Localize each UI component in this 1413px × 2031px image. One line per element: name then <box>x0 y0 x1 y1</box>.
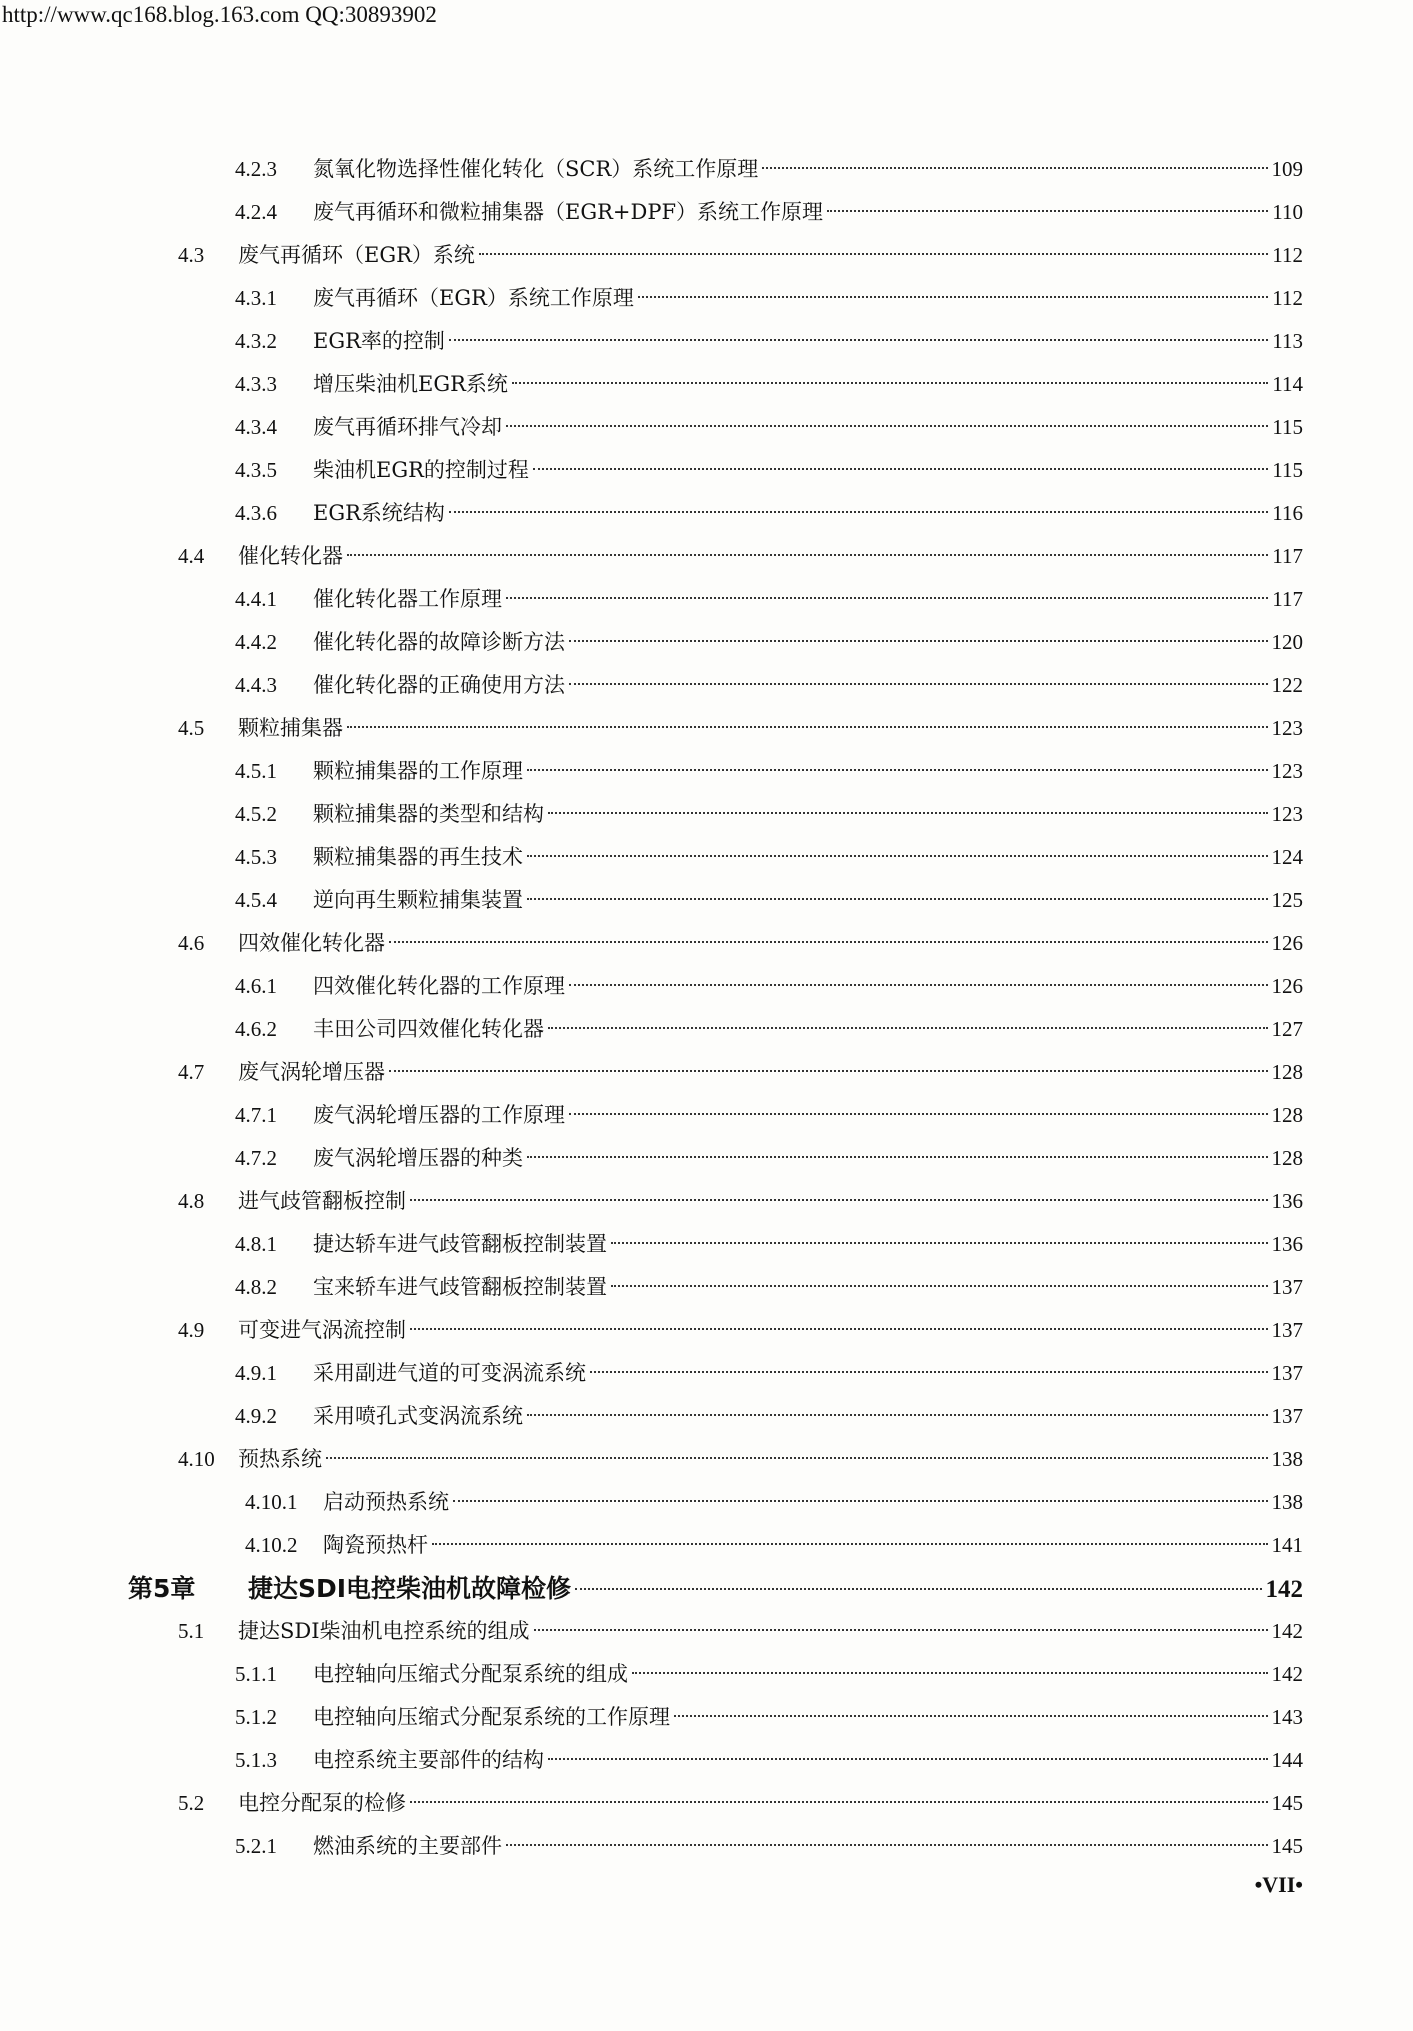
toc-entry-page: 141 <box>1271 1533 1303 1557</box>
toc-entry-page: 117 <box>1272 544 1303 568</box>
toc-entry-title: 捷达SDI电控柴油机故障检修 <box>248 1574 572 1603</box>
toc-entry-page: 116 <box>1272 501 1303 525</box>
toc-entry <box>0 1567 1413 1610</box>
dot-leader <box>389 941 1268 943</box>
toc-entry-title: 预热系统 <box>238 1447 322 1471</box>
toc-entry-title: 进气歧管翻板控制 <box>238 1189 406 1213</box>
dot-leader <box>569 984 1268 986</box>
toc-entry-title: 增压柴油机EGR系统 <box>313 372 508 396</box>
toc-entry <box>0 664 1413 707</box>
toc-entry <box>0 1438 1413 1481</box>
toc-entry-page: 143 <box>1271 1705 1303 1729</box>
toc-entry-title: 可变进气涡流控制 <box>238 1318 406 1342</box>
toc-entry-title: 柴油机EGR的控制过程 <box>313 458 529 482</box>
toc-entry-page: 115 <box>1272 458 1303 482</box>
dot-leader <box>347 554 1268 556</box>
toc-entry-title: 废气再循环排气冷却 <box>313 415 502 439</box>
toc-entry <box>0 1180 1413 1223</box>
toc-entry-page: 136 <box>1271 1189 1303 1213</box>
toc-entry <box>0 191 1413 234</box>
toc-entry-number: 4.3.2 <box>235 329 277 353</box>
toc-entry <box>0 1008 1413 1051</box>
toc-entry-number: 5.2 <box>178 1791 205 1815</box>
toc-entry-number: 4.9.1 <box>235 1361 277 1385</box>
toc-entry-number: 4.3.4 <box>235 415 277 439</box>
dot-leader <box>527 1156 1268 1158</box>
toc-entry <box>0 1266 1413 1309</box>
toc-entry-number: 4.4 <box>178 544 205 568</box>
dot-leader <box>548 1758 1268 1760</box>
toc-entry-page: 126 <box>1271 974 1303 998</box>
toc-entry-number: 4.5.4 <box>235 888 277 912</box>
toc-entry-title: 废气涡轮增压器 <box>238 1060 385 1084</box>
toc-entry-number: 4.10.1 <box>245 1490 298 1514</box>
toc-entry <box>0 1395 1413 1438</box>
toc-entry <box>0 1094 1413 1137</box>
dot-leader <box>611 1242 1268 1244</box>
toc-entry-number: 4.9 <box>178 1318 205 1342</box>
toc-entry-page: 123 <box>1271 716 1303 740</box>
toc-entry-title: EGR系统结构 <box>313 501 445 525</box>
toc-entry-title: 宝来轿车进气歧管翻板控制装置 <box>313 1275 607 1299</box>
dot-leader <box>506 597 1268 599</box>
toc-entry-title: 燃油系统的主要部件 <box>313 1834 502 1858</box>
dot-leader <box>575 1588 1261 1590</box>
dot-leader <box>527 769 1268 771</box>
toc-entry <box>0 1524 1413 1567</box>
toc-entry-title: 颗粒捕集器的类型和结构 <box>313 802 544 826</box>
dot-leader <box>506 425 1268 427</box>
toc-entry-page: 145 <box>1271 1834 1303 1858</box>
toc-entry-number: 4.5.3 <box>235 845 277 869</box>
toc-entry-page: 138 <box>1271 1447 1303 1471</box>
toc-entry-page: 137 <box>1271 1361 1303 1385</box>
toc-entry-number: 4.3.1 <box>235 286 277 310</box>
dot-leader <box>590 1371 1268 1373</box>
toc-entry <box>0 1051 1413 1094</box>
toc-entry-title: 废气再循环（EGR）系统工作原理 <box>313 286 634 310</box>
dot-leader <box>569 1113 1268 1115</box>
toc-entry-title: 捷达SDI柴油机电控系统的组成 <box>238 1619 530 1643</box>
toc-entry-title: 颗粒捕集器的再生技术 <box>313 845 523 869</box>
toc-entry-number: 4.8 <box>178 1189 205 1213</box>
toc-entry-title: 采用副进气道的可变涡流系统 <box>313 1361 586 1385</box>
toc-entry <box>0 234 1413 277</box>
toc-entry-page: 112 <box>1272 286 1303 310</box>
toc-entry-number: 4.7 <box>178 1060 205 1084</box>
toc-entry-number: 4.7.2 <box>235 1146 277 1170</box>
toc-entry-title: 四效催化转化器的工作原理 <box>313 974 565 998</box>
toc-entry-page: 128 <box>1271 1103 1303 1127</box>
dot-leader <box>326 1457 1268 1459</box>
dot-leader <box>638 296 1268 298</box>
toc-entry-page: 122 <box>1271 673 1303 697</box>
dot-leader <box>389 1070 1268 1072</box>
dot-leader <box>410 1328 1268 1330</box>
toc-entry <box>0 363 1413 406</box>
dot-leader <box>548 812 1268 814</box>
toc-entry-number: 4.9.2 <box>235 1404 277 1428</box>
toc-entry-number: 4.10 <box>178 1447 215 1471</box>
toc-entry-page: 115 <box>1272 415 1303 439</box>
toc-entry-number: 第5章 <box>128 1574 196 1603</box>
toc-entry-page: 137 <box>1271 1318 1303 1342</box>
toc-entry-page: 120 <box>1271 630 1303 654</box>
toc-entry <box>0 1309 1413 1352</box>
toc-entry-page: 142 <box>1265 1576 1303 1603</box>
toc-entry <box>0 320 1413 363</box>
toc-entry <box>0 965 1413 1008</box>
toc-entry-title: 颗粒捕集器 <box>238 716 343 740</box>
dot-leader <box>533 468 1268 470</box>
toc-entry <box>0 922 1413 965</box>
toc-entry <box>0 621 1413 664</box>
toc-entry-page: 110 <box>1272 200 1303 224</box>
toc-entry-page: 126 <box>1271 931 1303 955</box>
toc-entry <box>0 449 1413 492</box>
toc-entry <box>0 578 1413 621</box>
toc-entry-title: 捷达轿车进气歧管翻板控制装置 <box>313 1232 607 1256</box>
toc-entry <box>0 1610 1413 1653</box>
toc-entry <box>0 1137 1413 1180</box>
toc-entry-page: 137 <box>1271 1404 1303 1428</box>
toc-entry-number: 4.3.5 <box>235 458 277 482</box>
toc-entry-number: 4.4.3 <box>235 673 277 697</box>
toc-entry-title: 废气涡轮增压器的工作原理 <box>313 1103 565 1127</box>
dot-leader <box>527 855 1268 857</box>
dot-leader <box>534 1629 1268 1631</box>
toc-entry-page: 114 <box>1272 372 1303 396</box>
dot-leader <box>569 640 1268 642</box>
toc-entry-title: 催化转化器的故障诊断方法 <box>313 630 565 654</box>
toc-entry-number: 4.8.1 <box>235 1232 277 1256</box>
toc-entry <box>0 1653 1413 1696</box>
toc-entry <box>0 277 1413 320</box>
toc-entry-title: 废气涡轮增压器的种类 <box>313 1146 523 1170</box>
source-watermark-text: http://www.qc168.blog.163.com QQ:30893902 <box>2 2 437 27</box>
toc-entry <box>0 750 1413 793</box>
toc-entry-number: 4.6.2 <box>235 1017 277 1041</box>
toc-entry-title: 启动预热系统 <box>323 1490 449 1514</box>
toc-entry-number: 4.4.1 <box>235 587 277 611</box>
toc-entry-number: 4.6 <box>178 931 205 955</box>
toc-entry <box>0 406 1413 449</box>
toc-entry-page: 123 <box>1271 802 1303 826</box>
toc-entry-number: 5.1 <box>178 1619 205 1643</box>
toc-entry-title: 催化转化器 <box>238 544 343 568</box>
toc-entry-number: 4.4.2 <box>235 630 277 654</box>
toc-entry-page: 142 <box>1271 1619 1303 1643</box>
dot-leader <box>506 1844 1268 1846</box>
toc-entry-title: 颗粒捕集器的工作原理 <box>313 759 523 783</box>
toc-entry-page: 113 <box>1272 329 1303 353</box>
toc-entry <box>0 793 1413 836</box>
dot-leader <box>449 511 1268 513</box>
toc-entry-title: 采用喷孔式变涡流系统 <box>313 1404 523 1428</box>
dot-leader <box>827 210 1268 212</box>
table-of-contents <box>0 148 1413 1868</box>
toc-entry-number: 4.3 <box>178 243 205 267</box>
toc-entry-number: 4.7.1 <box>235 1103 277 1127</box>
toc-entry-title: 四效催化转化器 <box>238 931 385 955</box>
dot-leader <box>762 167 1267 169</box>
toc-entry-title: 催化转化器的正确使用方法 <box>313 673 565 697</box>
toc-entry-title: 电控轴向压缩式分配泵系统的组成 <box>313 1662 628 1686</box>
dot-leader <box>453 1500 1268 1502</box>
toc-entry <box>0 148 1413 191</box>
dot-leader <box>527 898 1268 900</box>
toc-entry <box>0 1782 1413 1825</box>
toc-entry-number: 4.8.2 <box>235 1275 277 1299</box>
dot-leader <box>347 726 1268 728</box>
toc-entry-page: 142 <box>1271 1662 1303 1686</box>
dot-leader <box>527 1414 1268 1416</box>
dot-leader <box>512 382 1268 384</box>
dot-leader <box>674 1715 1268 1717</box>
toc-entry-page: 127 <box>1271 1017 1303 1041</box>
toc-entry <box>0 836 1413 879</box>
toc-entry-title: 废气再循环（EGR）系统 <box>238 243 475 267</box>
toc-entry-title: 废气再循环和微粒捕集器（EGR+DPF）系统工作原理 <box>313 200 824 224</box>
toc-entry-title: 陶瓷预热杆 <box>323 1533 428 1557</box>
toc-entry-number: 4.2.4 <box>235 200 277 224</box>
dot-leader <box>432 1543 1268 1545</box>
page-number: •VII• <box>1254 1872 1303 1897</box>
toc-entry-page: 136 <box>1271 1232 1303 1256</box>
toc-entry-page: 144 <box>1271 1748 1303 1772</box>
toc-entry-title: 丰田公司四效催化转化器 <box>313 1017 544 1041</box>
toc-entry-page: 128 <box>1271 1060 1303 1084</box>
toc-entry-number: 5.1.1 <box>235 1662 277 1686</box>
toc-entry <box>0 1481 1413 1524</box>
toc-entry-page: 117 <box>1272 587 1303 611</box>
toc-entry <box>0 1825 1413 1868</box>
toc-entry-number: 5.2.1 <box>235 1834 277 1858</box>
toc-entry-title: 逆向再生颗粒捕集装置 <box>313 888 523 912</box>
toc-entry <box>0 879 1413 922</box>
toc-entry-page: 145 <box>1271 1791 1303 1815</box>
toc-entry-number: 4.3.6 <box>235 501 277 525</box>
toc-entry-title: 催化转化器工作原理 <box>313 587 502 611</box>
toc-entry <box>0 535 1413 578</box>
toc-entry <box>0 1352 1413 1395</box>
toc-entry-number: 4.5.2 <box>235 802 277 826</box>
toc-entry <box>0 1223 1413 1266</box>
toc-entry-number: 4.3.3 <box>235 372 277 396</box>
dot-leader <box>479 253 1268 255</box>
toc-entry-title: 电控系统主要部件的结构 <box>313 1748 544 1772</box>
toc-entry-page: 124 <box>1271 845 1303 869</box>
dot-leader <box>449 339 1268 341</box>
toc-entry <box>0 1739 1413 1782</box>
toc-entry-page: 128 <box>1271 1146 1303 1170</box>
toc-entry <box>0 1696 1413 1739</box>
toc-entry-number: 4.2.3 <box>235 157 277 181</box>
toc-entry-page: 112 <box>1272 243 1303 267</box>
toc-entry-number: 5.1.2 <box>235 1705 277 1729</box>
toc-entry-number: 4.6.1 <box>235 974 277 998</box>
toc-entry-number: 4.5 <box>178 716 205 740</box>
toc-entry <box>0 492 1413 535</box>
toc-entry <box>0 707 1413 750</box>
toc-entry-page: 109 <box>1271 157 1303 181</box>
toc-entry-title: 氮氧化物选择性催化转化（SCR）系统工作原理 <box>313 157 759 181</box>
dot-leader <box>548 1027 1268 1029</box>
dot-leader <box>410 1199 1268 1201</box>
dot-leader <box>632 1672 1268 1674</box>
toc-entry-number: 4.10.2 <box>245 1533 298 1557</box>
toc-entry-title: 电控分配泵的检修 <box>238 1791 406 1815</box>
toc-entry-page: 123 <box>1271 759 1303 783</box>
toc-entry-page: 138 <box>1271 1490 1303 1514</box>
toc-entry-page: 125 <box>1271 888 1303 912</box>
toc-entry-number: 5.1.3 <box>235 1748 277 1772</box>
toc-entry-title: EGR率的控制 <box>313 329 445 353</box>
toc-entry-page: 137 <box>1271 1275 1303 1299</box>
toc-entry-title: 电控轴向压缩式分配泵系统的工作原理 <box>313 1705 670 1729</box>
dot-leader <box>611 1285 1268 1287</box>
dot-leader <box>569 683 1268 685</box>
toc-entry-number: 4.5.1 <box>235 759 277 783</box>
dot-leader <box>410 1801 1268 1803</box>
